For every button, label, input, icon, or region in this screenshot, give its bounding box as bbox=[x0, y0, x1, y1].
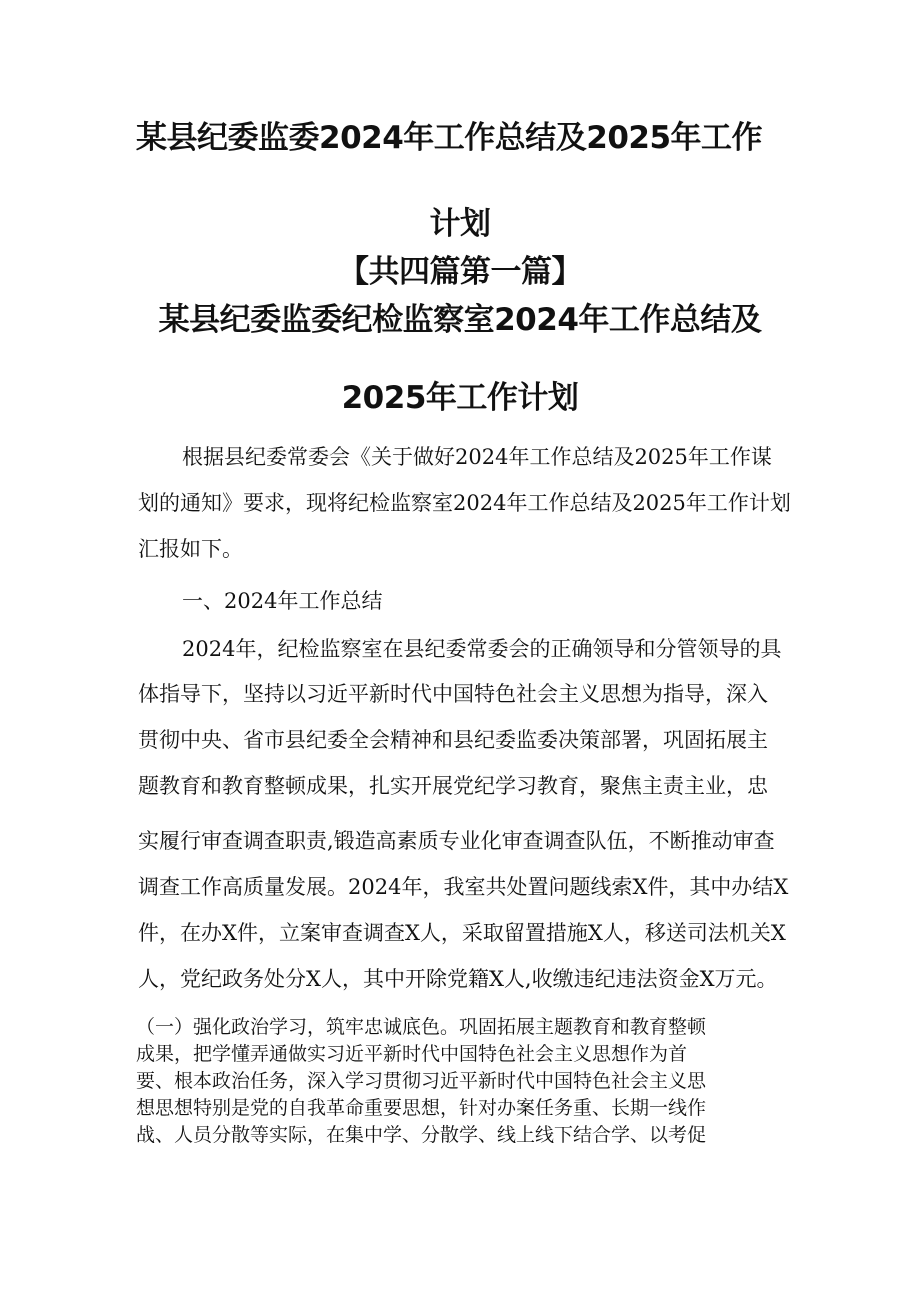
summary-line-4: 题教育和教育整顿成果，扎实开展党纪学习教育，聚焦主责主业，忠 bbox=[138, 774, 768, 798]
summary-line-8: 人，党纪政务处分X人，其中开除党籍X人,收缴违纪违法资金X万元。 bbox=[138, 967, 778, 991]
section-heading-line-1: 某县纪委监委纪检监察室2024年工作总结及 bbox=[158, 302, 762, 338]
subsection-1-line-5: 战、人员分散等实际，在集中学、分散学、线上线下结合学、以考促 bbox=[136, 1124, 707, 1146]
intro-line-1: 根据县纪委常委会《关于做好2024年工作总结及2025年工作谋 bbox=[182, 445, 772, 469]
section-heading-line-2: 2025年工作计划 bbox=[341, 380, 579, 416]
summary-line-2: 体指导下，坚持以习近平新时代中国特色社会主义思想为指导，深入 bbox=[138, 682, 768, 706]
intro-line-3: 汇报如下。 bbox=[138, 537, 243, 561]
section-1-heading: 一、2024年工作总结 bbox=[182, 589, 383, 613]
summary-line-3: 贯彻中央、省市县纪委全会精神和县纪委监委决策部署，巩固拓展主 bbox=[138, 728, 768, 752]
subsection-1-paragraph bbox=[136, 1014, 796, 1149]
summary-line-5: 实履行审查调查职责,锻造高素质专业化审查调查队伍，不断推动审查 bbox=[138, 829, 775, 853]
subsection-1-line-4: 想思想特别是党的自我革命重要思想，针对办案任务重、长期一线作 bbox=[136, 1097, 707, 1119]
intro-line-2: 划的通知》要求，现将纪检监察室2024年工作总结及2025年工作计划 bbox=[138, 491, 791, 515]
summary-line-7: 件，在办X件，立案审查调查X人，采取留置措施X人，移送司法机关X bbox=[138, 921, 786, 945]
summary-line-6: 调查工作高质量发展。2024年，我室共处置问题线索X件，其中办结X bbox=[138, 875, 789, 899]
document-title-line-1: 某县纪委监委2024年工作总结及2025年工作 bbox=[136, 120, 763, 156]
document-subtitle: 【共四篇第一篇】 bbox=[338, 254, 582, 290]
subsection-1-line-1: （一）强化政治学习，筑牢忠诚底色。巩固拓展主题教育和教育整顿 bbox=[136, 1016, 707, 1038]
subsection-1-line-2: 成果，把学懂弄通做实习近平新时代中国特色社会主义思想作为首 bbox=[136, 1043, 688, 1065]
summary-line-1: 2024年，纪检监察室在县纪委常委会的正确领导和分管领导的具 bbox=[182, 637, 782, 661]
subsection-1-line-3: 要、根本政治任务，深入学习贯彻习近平新时代中国特色社会主义思 bbox=[136, 1070, 707, 1092]
document-title-line-2: 计划 bbox=[429, 206, 491, 242]
